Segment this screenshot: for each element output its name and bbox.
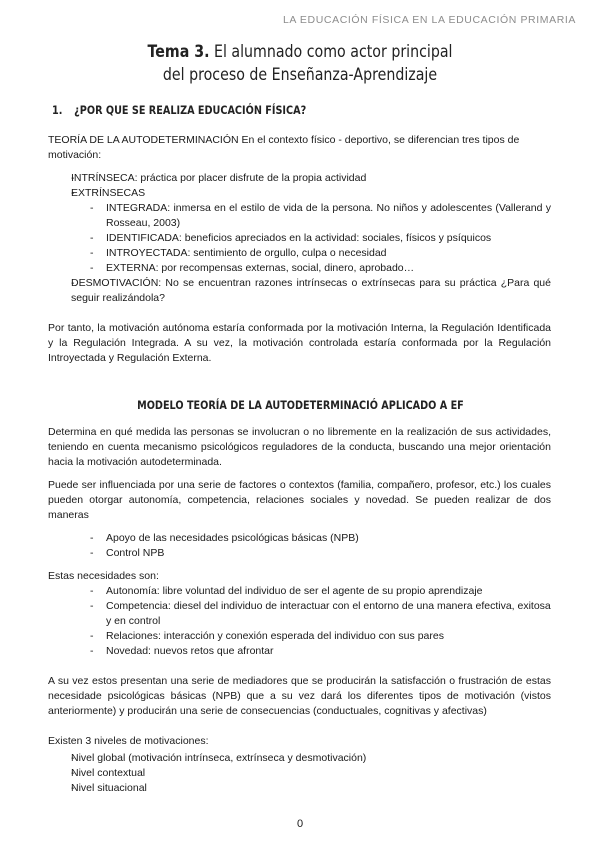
page-title [42, 40, 558, 86]
list-item: - DESMOTIVACIÓN: No se encuentran razones intrínsecas o extrínsecas para su práctica ¿Para qué seguir realizándola? [71, 276, 551, 306]
list-item: - Control NPB [106, 546, 551, 561]
list-item: - Novedad: nuevos retos que afrontar [106, 644, 551, 659]
section-heading [52, 103, 306, 117]
running-header: LA EDUCACIÓN FÍSICA EN LA EDUCACIÓN PRIMARIA [282, 14, 576, 26]
niveles-list [48, 751, 551, 796]
list-item: - Apoyo de las necesidades psicológicas básicas (NPB) [106, 531, 551, 546]
list-item: - INTRÍNSECA: práctica por placer disfrute de la propia actividad [71, 171, 551, 186]
model-paragraph-3: A su vez estos presentan una serie de mediadores que se producirán la satisfacción o frustración de estas necesidade psicológicas básicas (NPB) que a su vez dará los diferentes tipos de motivación (vistos anteriormente) y producirán una serie de consecuencias (conductuales, cognitivas y afectivas) [48, 675, 551, 717]
list-item: - Autonomía: libre voluntad del individuo de ser el agente de su propio aprendizaje [106, 584, 551, 599]
desmotivacion-list [48, 276, 551, 306]
necesidades-intro: Estas necesidades son: [48, 570, 159, 582]
conclusion-paragraph: Por tanto, la motivación autónoma estaría conformada por la motivación Interna, la Regulación Identificada y la Regulación Integrada. A su vez, la motivación controlada estaría conformada por la Regulación Introyectada y Regulación Externa. [48, 322, 551, 364]
title-line-1 [42, 40, 558, 63]
section-heading-text: ¿POR QUE SE REALIZA EDUCACIÓN FÍSICA? [74, 103, 307, 117]
motivation-types-list [48, 171, 551, 201]
list-item: - Relaciones: interacción y conexión esperada del individuo con sus pares [106, 629, 551, 644]
niveles-intro: Existen 3 niveles de motivaciones: [48, 735, 209, 747]
maneras-list [48, 531, 551, 561]
list-item: - INTROYECTADA: sentimiento de orgullo, culpa o necesidad [106, 246, 551, 261]
list-item: - EXTERNA: por recompensas externas, social, dinero, aprobado… [106, 261, 551, 276]
necesidades-list [48, 584, 551, 659]
theory-intro: TEORÍA DE LA AUTODETERMINACIÓN En el contexto físico - deportivo, se diferencian tres tipos de motivación: [48, 134, 520, 161]
title-line-2: del proceso de Enseñanza-Aprendizaje [162, 65, 438, 84]
model-heading: MODELO TEORÍA DE LA AUTODETERMINACIÓ APLICADO A EF [136, 398, 464, 412]
list-item: - Nivel global (motivación intrínseca, extrínseca y desmotivación) [71, 751, 551, 766]
model-paragraph-2: Puede ser influenciada por una serie de factores o contextos (familia, compañero, profesor, etc.) los cuales pueden otorgar autonomía, competencia, relaciones sociales y novedad. Se pueden realizar de dos maneras [48, 479, 551, 521]
title-label: Tema 3. [147, 42, 210, 61]
list-item: - IDENTIFICADA: beneficios apreciados en la actividad: sociales, físicos y psíquicos [106, 231, 551, 246]
page-number: 0 [296, 818, 304, 830]
list-item: - Competencia: diesel del individuo de interactuar con el entorno de una manera efectiva, exitosa y en control [106, 599, 551, 629]
list-item: - Nivel contextual [71, 766, 551, 781]
title-line-1-text: El alumnado como actor principal [213, 42, 453, 61]
list-item: - Nivel situacional [71, 781, 551, 796]
section-number: 1. [52, 103, 63, 117]
model-paragraph-1: Determina en qué medida las personas se involucran o no libremente en la realización de sus actividades, teniendo en cuenta mecanismo psicológicos reguladores de la conducta, buscando una mejor orientación hacia la motivación autodeterminada. [48, 426, 551, 468]
list-item [71, 186, 551, 201]
model-body [48, 425, 551, 796]
section-1-body [48, 133, 551, 366]
extrinsecas-label: EXTRÍNSECAS [71, 187, 146, 199]
list-item: - INTEGRADA: inmersa en el estilo de vida de la persona. No niños y adolescentes (Vallerand y Rosseau, 2003) [106, 201, 551, 231]
extrinsecas-sublist [48, 201, 551, 276]
